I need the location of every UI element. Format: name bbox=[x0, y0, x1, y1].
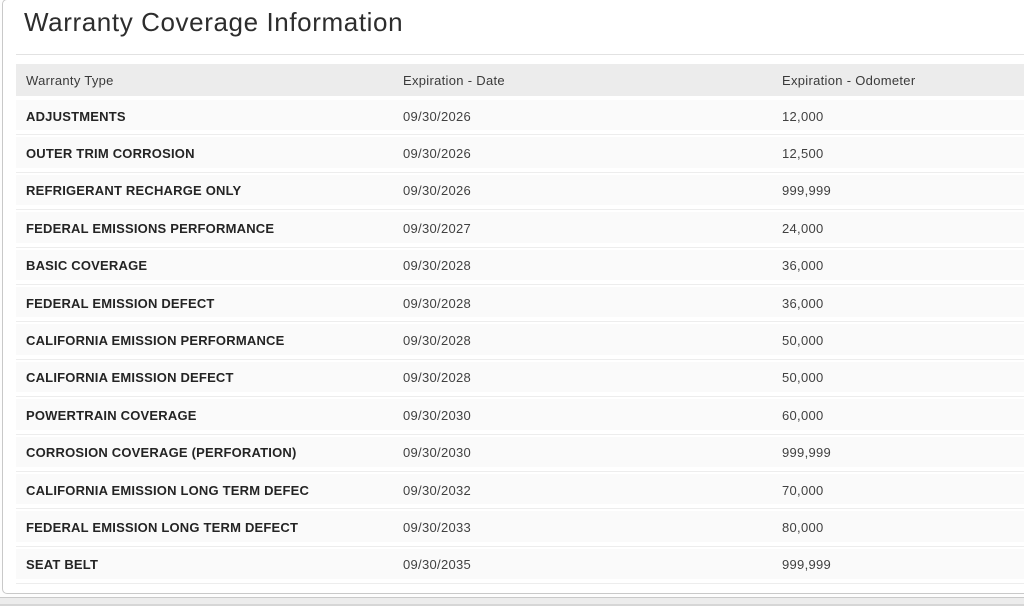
cell-expiration-date: 09/30/2027 bbox=[403, 220, 472, 236]
cell-warranty-type: OUTER TRIM CORROSION bbox=[26, 146, 195, 162]
cell-expiration-odometer: 80,000 bbox=[782, 519, 824, 535]
table-row bbox=[16, 435, 1024, 472]
cell-warranty-type: CALIFORNIA EMISSION LONG TERM DEFEC bbox=[26, 482, 310, 498]
table-row bbox=[16, 98, 1024, 135]
table-row bbox=[16, 547, 1024, 584]
cell-expiration-odometer: 999,999 bbox=[782, 183, 832, 199]
cell-expiration-date: 09/30/2028 bbox=[403, 370, 472, 386]
table-row bbox=[16, 472, 1024, 509]
cell-expiration-date: 09/30/2026 bbox=[403, 108, 472, 124]
page-bottom-strip bbox=[0, 597, 1024, 606]
table-row bbox=[16, 285, 1024, 322]
table-row bbox=[16, 509, 1024, 546]
cell-expiration-date: 09/30/2030 bbox=[403, 407, 472, 423]
title-divider bbox=[16, 54, 1024, 55]
cell-warranty-type: CALIFORNIA EMISSION DEFECT bbox=[26, 370, 234, 386]
page-title: Warranty Coverage Information bbox=[24, 7, 404, 37]
cell-warranty-type: FEDERAL EMISSION LONG TERM DEFECT bbox=[26, 519, 299, 535]
cell-warranty-type: REFRIGERANT RECHARGE ONLY bbox=[26, 183, 242, 199]
cell-expiration-odometer: 50,000 bbox=[782, 333, 824, 349]
cell-expiration-odometer: 50,000 bbox=[782, 370, 824, 386]
cell-expiration-odometer: 999,999 bbox=[782, 557, 832, 573]
cell-expiration-odometer: 12,500 bbox=[782, 146, 824, 162]
column-header-warranty-type: Warranty Type bbox=[26, 72, 114, 88]
cell-expiration-odometer: 36,000 bbox=[782, 258, 824, 274]
cell-warranty-type: POWERTRAIN COVERAGE bbox=[26, 407, 197, 423]
cell-warranty-type: BASIC COVERAGE bbox=[26, 258, 148, 274]
cell-expiration-date: 09/30/2035 bbox=[403, 557, 472, 573]
cell-expiration-date: 09/30/2026 bbox=[403, 146, 472, 162]
table-row bbox=[16, 248, 1024, 285]
table-row bbox=[16, 135, 1024, 172]
cell-expiration-odometer: 12,000 bbox=[782, 108, 824, 124]
cell-expiration-date: 09/30/2028 bbox=[403, 258, 472, 274]
table-row bbox=[16, 360, 1024, 397]
table-row bbox=[16, 210, 1024, 247]
cell-expiration-date: 09/30/2032 bbox=[403, 482, 472, 498]
cell-warranty-type: CALIFORNIA EMISSION PERFORMANCE bbox=[26, 333, 285, 349]
warranty-table bbox=[16, 64, 1024, 584]
cell-warranty-type: CORROSION COVERAGE (PERFORATION) bbox=[26, 445, 297, 461]
cell-warranty-type: SEAT BELT bbox=[26, 557, 99, 573]
warranty-card bbox=[2, 0, 1024, 594]
cell-expiration-odometer: 24,000 bbox=[782, 220, 824, 236]
cell-expiration-date: 09/30/2033 bbox=[403, 519, 472, 535]
cell-warranty-type: FEDERAL EMISSIONS PERFORMANCE bbox=[26, 220, 275, 236]
table-body bbox=[16, 98, 1024, 584]
table-header-row bbox=[16, 64, 1024, 96]
cell-expiration-odometer: 70,000 bbox=[782, 482, 824, 498]
cell-expiration-date: 09/30/2030 bbox=[403, 445, 472, 461]
cell-warranty-type: ADJUSTMENTS bbox=[26, 108, 126, 124]
cell-warranty-type: FEDERAL EMISSION DEFECT bbox=[26, 295, 215, 311]
table-row bbox=[16, 397, 1024, 434]
cell-expiration-odometer: 999,999 bbox=[782, 445, 832, 461]
cell-expiration-date: 09/30/2026 bbox=[403, 183, 472, 199]
cell-expiration-date: 09/30/2028 bbox=[403, 333, 472, 349]
column-header-expiration-odometer: Expiration - Odometer bbox=[782, 72, 916, 88]
table-row bbox=[16, 322, 1024, 359]
cell-expiration-odometer: 60,000 bbox=[782, 407, 824, 423]
cell-expiration-odometer: 36,000 bbox=[782, 295, 824, 311]
table-row bbox=[16, 173, 1024, 210]
column-header-expiration-date: Expiration - Date bbox=[403, 72, 505, 88]
cell-expiration-date: 09/30/2028 bbox=[403, 295, 472, 311]
